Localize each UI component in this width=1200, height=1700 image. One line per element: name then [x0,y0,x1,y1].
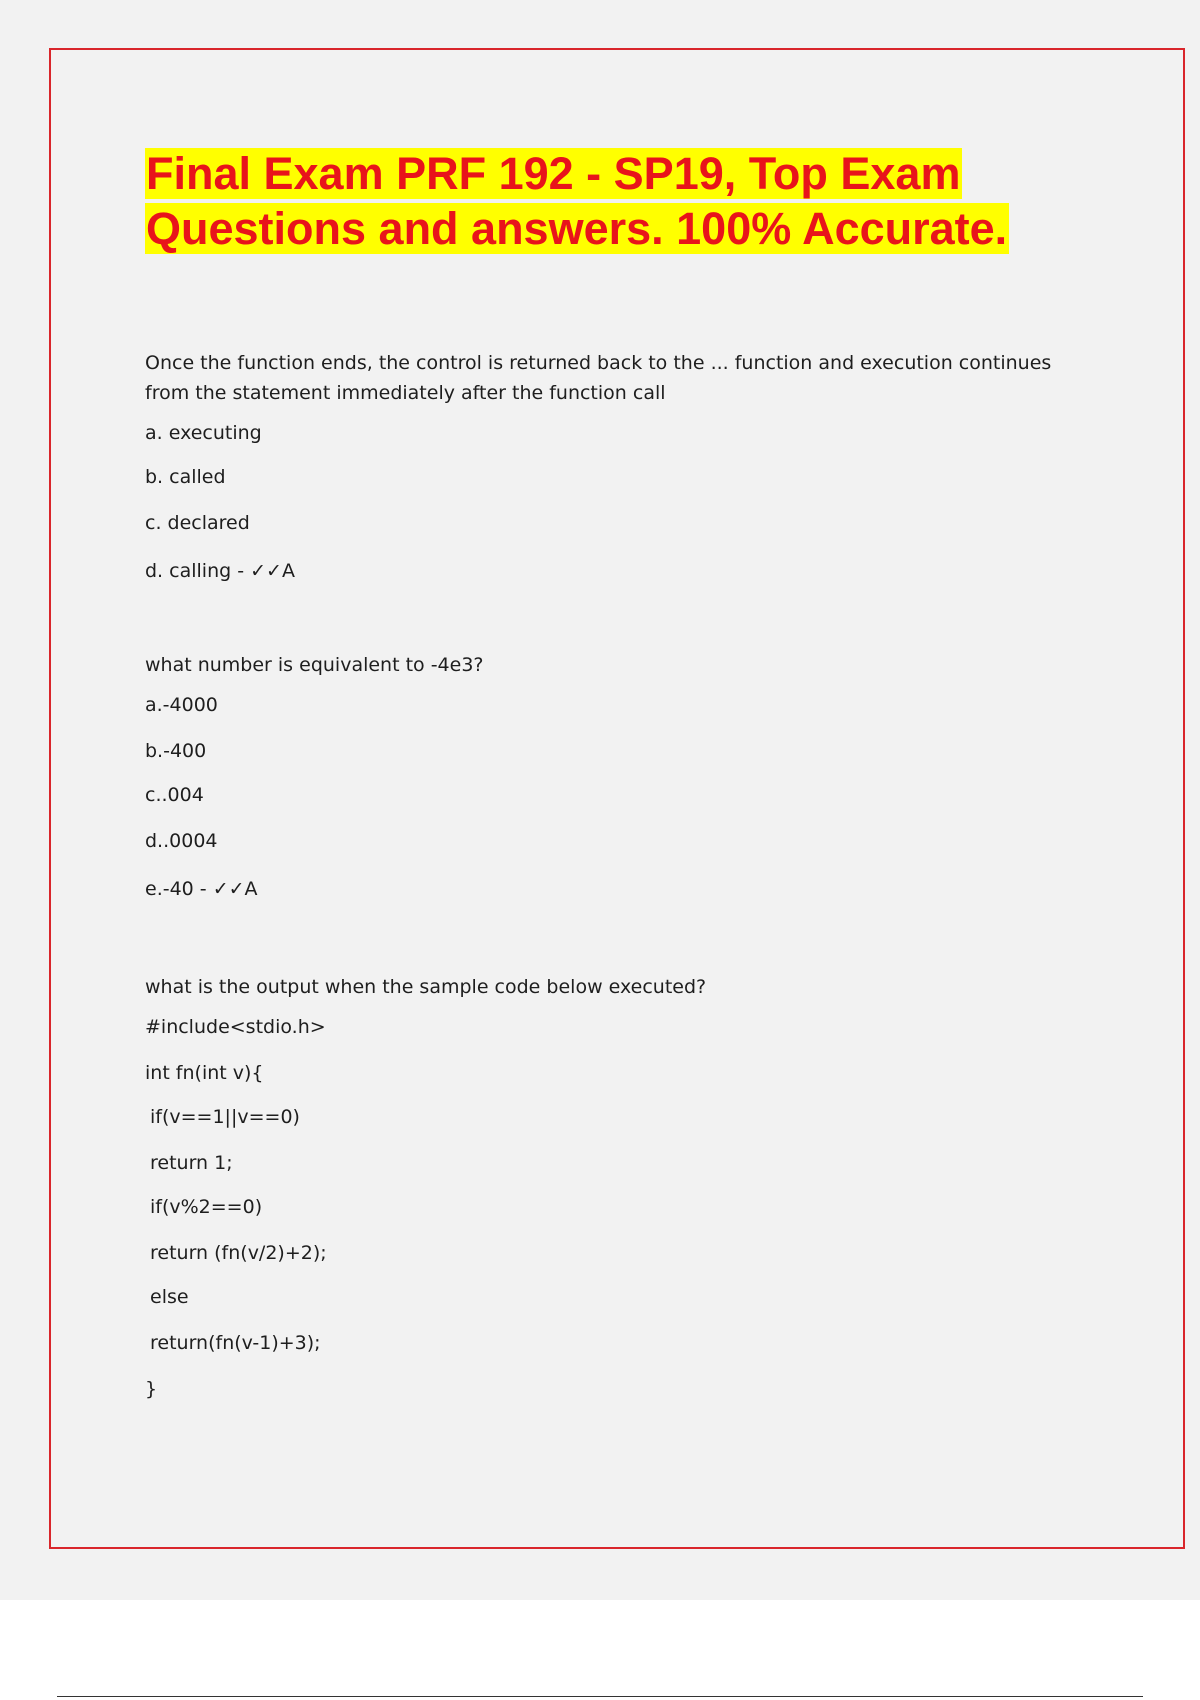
document-title [145,146,1090,256]
question-2-option-b: b.-400 [145,740,207,762]
code-line-7: else [150,1286,189,1308]
code-line-9: } [145,1378,158,1400]
title-line-1: Final Exam PRF 192 - SP19, Top Exam [146,148,961,199]
question-3 [145,972,1095,1400]
question-2-option-a: a.-4000 [145,694,218,716]
question-1-option-c: c. declared [145,512,250,534]
question-2-prompt: what number is equivalent to -4e3? [145,654,484,676]
question-2-option-d: d..0004 [145,830,218,852]
footer-divider [57,1696,1143,1697]
code-line-3: if(v==1||v==0) [150,1106,300,1128]
code-line-4: return 1; [150,1152,233,1174]
question-1-option-b: b. called [145,466,226,488]
question-2-option-e: e.-40 - ✓✓A [145,878,258,900]
question-1-prompt: Once the function ends, the control is returned back to the ... function and execution continues from the statement immediately after the function call [145,352,1052,404]
code-line-1: #include<stdio.h> [145,1016,326,1038]
question-3-prompt: what is the output when the sample code below executed? [145,976,707,998]
question-1-option-d: d. calling - ✓✓A [145,560,295,582]
question-2 [145,650,1095,900]
page-border [49,48,1185,1549]
code-line-2: int fn(int v){ [145,1062,264,1084]
question-1-option-a: a. executing [145,422,262,444]
question-2-option-c: c..004 [145,784,204,806]
code-line-5: if(v%2==0) [150,1196,263,1218]
code-line-6: return (fn(v/2)+2); [150,1242,327,1264]
code-line-8: return(fn(v-1)+3); [150,1332,321,1354]
question-1 [145,348,1095,582]
title-line-2: Questions and answers. 100% Accurate. [146,203,1008,254]
